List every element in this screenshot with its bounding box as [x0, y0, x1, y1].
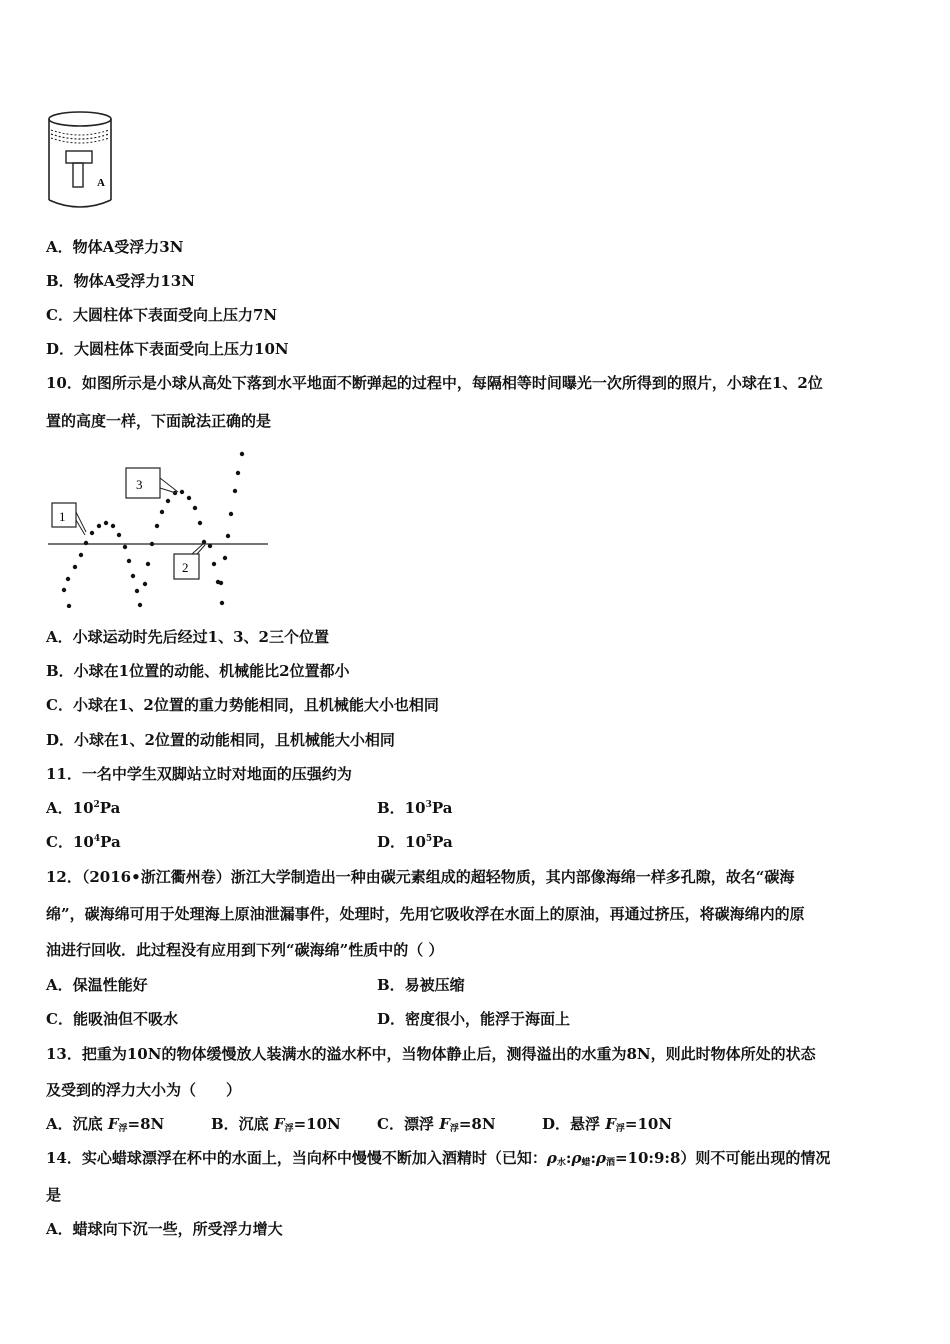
q9-figure-label-a: A — [97, 177, 105, 189]
q13-options-row — [46, 1113, 906, 1135]
q13-stem-line1: 13．把重为10N的物体缓慢放人装满水的溢水杯中，当物体静止后，测得溢出的水重为8N，则此时物体所处的状态 — [46, 1045, 816, 1063]
q10-option-b: B．小球在1位置的动能、机械能比2位置都小 — [46, 662, 350, 680]
q14-option-a: A．蜡球向下沉一些，所受浮力增大 — [46, 1220, 283, 1238]
q10-stem-line2: 置的高度一样，下面說法正确的是 — [46, 412, 272, 430]
q13-option-d: D．悬浮 $F_浮=10N$ — [542, 1115, 673, 1134]
q10-stem-line1: 10．如图所示是小球从高处下落到水平地面不断弹起的过程中，每隔相等时间曝光一次所得到的照片，小球在1、2位 — [46, 374, 823, 392]
q11-stem: 11．一名中学生双脚站立时对地面的压强约为 — [46, 765, 352, 783]
q9-option-c: C．大圆柱体下表面受向上压力7N — [46, 306, 278, 324]
q9-option-a: A．物体A受浮力3N — [46, 238, 184, 256]
q12-stem-line1: 12．（2016•浙江衢州卷）浙江大学制造出一种由碳元素组成的超轻物质，其内部像海绵一样多孔隙，故名“碳海 — [46, 868, 795, 886]
q10-option-a: A．小球运动时先后经过1、3、2三个位置 — [46, 628, 329, 646]
q11-option-d: D．$10^5Pa$ — [377, 833, 453, 851]
q13-option-b: B．沉底 $F_浮=10N$ — [211, 1115, 341, 1134]
q13-option-a: A．沉底 $F_浮=8N$ — [46, 1115, 165, 1134]
q11-options-row2 — [46, 831, 906, 853]
q12-option-c: C．能吸油但不吸水 — [46, 1010, 178, 1028]
q14-stem-line2: 是 — [46, 1186, 62, 1204]
q12-stem-line2: 绵”，碳海绵可用于处理海上原油泄漏事件，处理时，先用它吸收浮在水面上的原油，再通过挤压，将碳海绵内的原 — [46, 905, 805, 923]
q9-option-d: D．大圆柱体下表面受向上压力10N — [46, 340, 289, 358]
q10-option-c: C．小球在1、2位置的重力势能相同，且机械能大小也相同 — [46, 696, 439, 714]
q12-option-a: A．保温性能好 — [46, 976, 148, 994]
q11-option-a: A．$10^2Pa$ — [46, 799, 121, 817]
q13-stem-line2: 及受到的浮力大小为（ ） — [46, 1081, 242, 1099]
q12-options-row2 — [46, 1008, 906, 1030]
q11-option-c: C．$10^4Pa$ — [46, 833, 121, 851]
q10-label-3: 3 — [136, 477, 143, 492]
q12-option-b: B．易被压缩 — [377, 976, 465, 994]
q10-bouncing-ball-figure — [44, 446, 270, 608]
q10-label-2: 2 — [182, 560, 189, 575]
q14-stem-line1: 14．实心蜡球漂浮在杯中的水面上，当向杯中慢慢不断加入酒精时（已知：$\rho_水:\rho_蜡:\rho_酒=10:9:8$）则不可能出现的情况 — [46, 1149, 831, 1168]
q10-option-d: D．小球在1、2位置的动能相同，且机械能大小相同 — [46, 731, 395, 749]
q13-option-c: C．漂浮 $F_浮=8N$ — [377, 1115, 496, 1134]
q12-options-row1 — [46, 974, 906, 996]
q9-option-b: B．物体A受浮力13N — [46, 272, 195, 290]
q11-option-b: B．$10^3Pa$ — [377, 799, 453, 817]
q10-label-1: 1 — [59, 509, 66, 524]
q9-cylinder-figure — [44, 108, 124, 212]
q12-stem-line3: 油进行回收．此过程没有应用到下列“碳海绵”性质中的（ ） — [46, 941, 444, 959]
q12-option-d: D．密度很小，能浮于海面上 — [377, 1010, 571, 1028]
q11-options-row1 — [46, 797, 906, 819]
